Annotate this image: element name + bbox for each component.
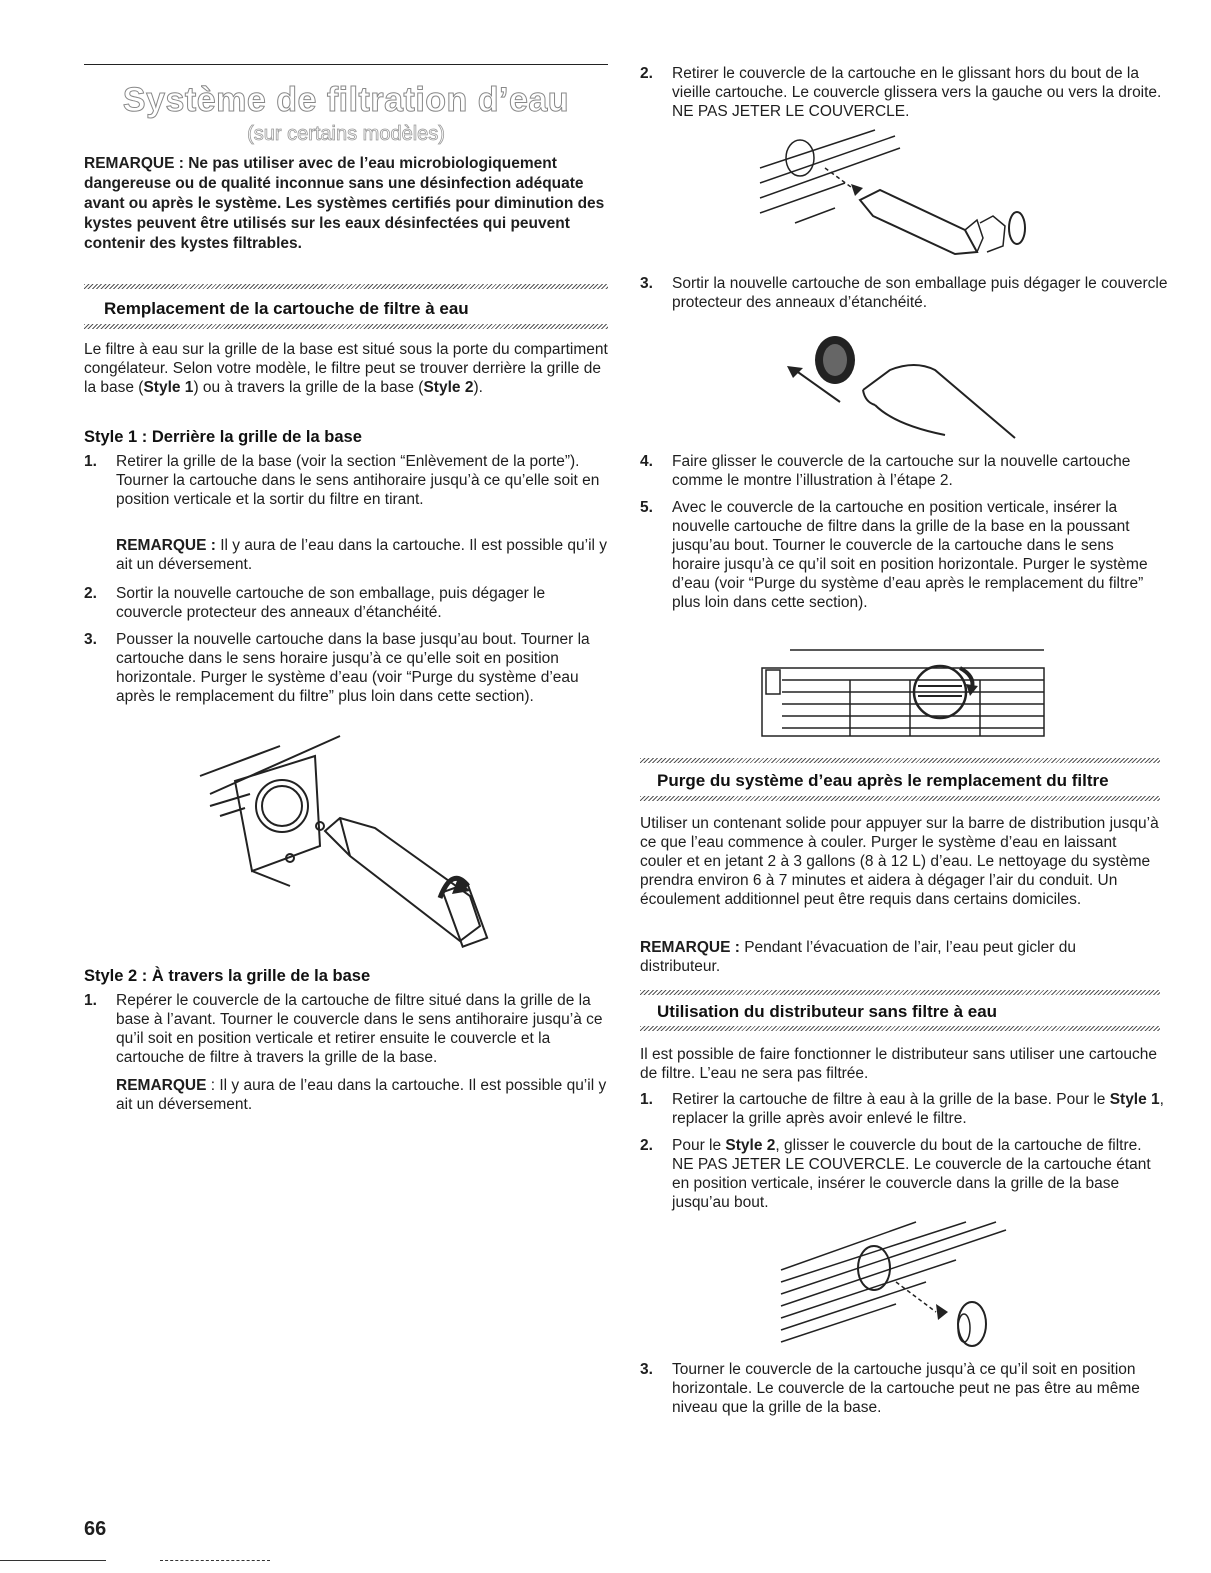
list-item: 1. Retirer la cartouche de filtre à eau à la grille de la base. Pour le Style 1, replacer la grille après avoir enlevé le filtre. bbox=[640, 1091, 1164, 1127]
list-item: 2. Sortir la nouvelle cartouche de son emballage, puis dégager le couvercle protecteur des anneaux d’étanchéité. bbox=[84, 585, 546, 621]
hatch-divider bbox=[84, 324, 608, 329]
list-item: 5. Avec le couvercle de la cartouche en position verticale, insérer la nouvelle cartouche de filtre dans la grille de la base en la poussant jusqu’au bout. Tourner le couvercle de la cartouche dans le sens horaire jusqu’à ce qu’il soit en position horizontale. Purger le système d’eau (voir “Purge du système d’eau après le remplacement du filtre” plus loin dans cette section). bbox=[640, 499, 1148, 611]
safety-warning: REMARQUE : Ne pas utiliser avec de l’eau microbiologiquement dangereuse ou de qualité inconnue sans une désinfection adéquate avant ou après le système. Les systèmes certifiés pour diminution des kystes peuvent être utilisés sur les eaux désinfectées qui peuvent contenir des kystes filtrables. bbox=[84, 155, 605, 252]
top-rule bbox=[84, 64, 608, 65]
section-heading-no-filter: Utilisation du distributeur sans filtre à eau bbox=[657, 1002, 998, 1021]
list-item: 1. Retirer la grille de la base (voir la section “Enlèvement de la porte”). Tourner la cartouche dans le sens antihoraire jusqu’à ce qu’elle soit en position verticale et la sortir du filtre en tirant. bbox=[84, 453, 600, 508]
list-item: 2. Retirer le couvercle de la cartouche en le glissant hors du bout de la vieille cartouche. Le couvercle glissera vers la gauche ou vers la droite. NE PAS JETER LE COUVERCLE. bbox=[640, 65, 1162, 120]
grille-cap-illustration bbox=[760, 640, 1046, 740]
hatch-divider bbox=[640, 990, 1160, 995]
cap-removal-illustration bbox=[755, 128, 1045, 258]
no-filter-paragraph: Il est possible de faire fonctionner le distributeur sans utiliser une cartouche de filtre. L’eau ne sera pas filtrée. bbox=[640, 1046, 1157, 1082]
note: REMARQUE : Il y aura de l’eau dans la cartouche. Il est possible qu’il y ait un déversement. bbox=[116, 1077, 607, 1113]
note: REMARQUE : Il y aura de l’eau dans la cartouche. Il est possible qu’il y ait un déversement. bbox=[116, 537, 608, 573]
section-heading-replacement: Remplacement de la cartouche de filtre à eau bbox=[104, 299, 469, 318]
page-title: Système de filtration d’eau bbox=[122, 81, 570, 119]
list-item: 3. Pousser la nouvelle cartouche dans la base jusqu’au bout. Tourner la cartouche dans le sens horaire jusqu’à ce qu’elle soit en position horizontale. Purger le système d’eau (voir “Purge du système d’eau après le remplacement du filtre” plus loin dans cette section). bbox=[84, 631, 590, 705]
filter-style1-illustration bbox=[190, 736, 500, 964]
hatch-divider bbox=[640, 1026, 1160, 1031]
section-heading-purge: Purge du système d’eau après le remplacement du filtre bbox=[657, 771, 1109, 790]
list-item: 3. Tourner le couvercle de la cartouche jusqu’à ce qu’il soit en position horizontale. Le couvercle de la cartouche peut ne pas être au même niveau que la grille de la base. bbox=[640, 1361, 1140, 1416]
list-item: 1. Repérer le couvercle de la cartouche de filtre situé dans la grille de la base à l’avant. Tourner le couvercle dans le sens antihoraire jusqu’à ce qu’il soit en position verticale et retirer ensuite le couvercle et la cartouche de filtre à travers la grille de la base. bbox=[84, 992, 603, 1066]
intro-paragraph: Le filtre à eau sur la grille de la base est situé sous la porte du compartiment congélateur. Selon votre modèle, le filtre peut se trouver derrière la grille de la base (Style 1) ou à travers la grille de la base (Style 2). bbox=[84, 341, 608, 396]
hatch-divider bbox=[84, 284, 608, 289]
note: REMARQUE : Pendant l’évacuation de l’air, l’eau peut gicler du distributeur. bbox=[640, 939, 1076, 975]
list-item: 4. Faire glisser le couvercle de la cartouche sur la nouvelle cartouche comme le montre l’illustration à l’étape 2. bbox=[640, 453, 1131, 489]
style1-heading: Style 1 : Derrière la grille de la base bbox=[84, 428, 362, 446]
page-subtitle: (sur certains modèles) bbox=[247, 123, 445, 145]
purge-paragraph: Utiliser un contenant solide pour appuyer sur la barre de distribution jusqu’à ce que l’eau commence à couler. Purger le système d’eau en laissant couler et en jetant 2 à 3 gallons (8 à 12 L) d’eau. Le nettoyage du système prendra environ 6 à 7 minutes et aidera à dégager l’air du conduit. Un écoulement additionnel peut être requis dans certains domiciles. bbox=[640, 815, 1159, 908]
hatch-divider bbox=[640, 796, 1160, 801]
list-item: 2. Pour le Style 2, glisser le couvercle du bout de la cartouche de filtre. NE PAS JETER LE COUVERCLE. Le couvercle de la cartouche étant en position verticale, insérer le couvercle dans la grille de la base jusqu’au bout. bbox=[640, 1137, 1151, 1211]
hatch-divider bbox=[640, 758, 1160, 763]
list-item: 3. Sortir la nouvelle cartouche de son emballage puis dégager le couvercle protecteur des anneaux d’étanchéité. bbox=[640, 275, 1168, 311]
page-number: 66 bbox=[84, 1518, 107, 1540]
cap-only-illustration bbox=[776, 1220, 1026, 1354]
protective-cover-illustration bbox=[785, 330, 1025, 442]
bottom-rule bbox=[0, 1560, 106, 1561]
bottom-rule bbox=[160, 1560, 270, 1561]
style2-heading: Style 2 : À travers la grille de la base bbox=[84, 967, 371, 985]
